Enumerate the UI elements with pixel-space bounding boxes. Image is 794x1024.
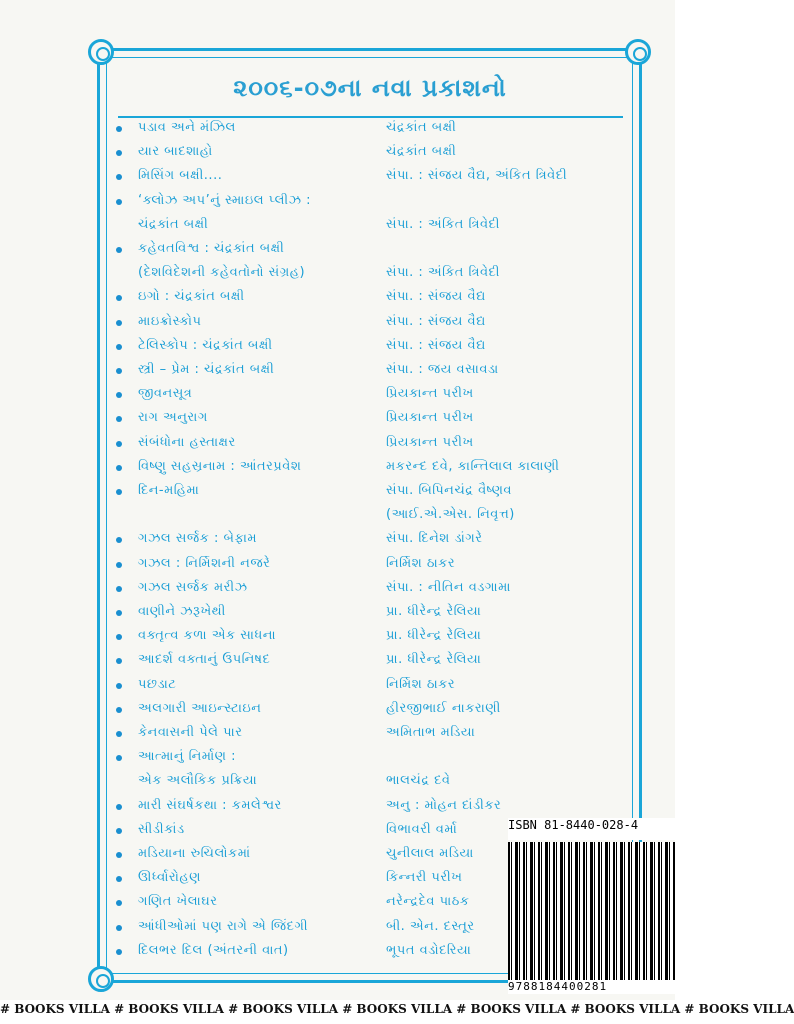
book-author: પ્રિયકાન્ત પરીખ xyxy=(386,434,474,450)
bullet-icon xyxy=(116,852,122,858)
bullet-icon xyxy=(116,586,122,592)
list-item xyxy=(110,360,630,382)
list-item xyxy=(110,142,630,164)
barcode xyxy=(508,842,675,992)
list-item xyxy=(110,312,630,334)
book-title: ગઝલ સર્જક મરીઝ xyxy=(138,579,248,595)
book-author: ચુનીલાલ મડિયા xyxy=(386,846,474,861)
bullet-icon xyxy=(116,683,122,689)
book-title: ‘ક્લોઝ અપ’નું સ્માઇલ પ્લીઝ : xyxy=(138,192,312,208)
book-author: (આઈ.એ.એસ. નિવૃત્ત) xyxy=(386,507,515,523)
list-item xyxy=(110,481,630,503)
list-item xyxy=(110,578,630,600)
book-title: એક અલૌકિક પ્રક્રિયા xyxy=(138,773,258,789)
book-title: સ્ત્રી – પ્રેમ : ચંદ્રકાંત બક્ષી xyxy=(138,362,275,377)
bullet-icon xyxy=(116,441,122,447)
bullet-icon xyxy=(116,610,122,616)
bullet-icon xyxy=(116,368,122,374)
book-title: યાર બાદશાહો xyxy=(138,144,213,160)
list-item xyxy=(110,408,630,430)
list-item xyxy=(110,191,630,213)
book-title: દિલભર દિલ (અંતરની વાત) xyxy=(138,942,289,958)
list-item xyxy=(110,287,630,309)
book-author: સંપા. દિનેશ ડાંગરે xyxy=(386,531,483,547)
bullet-icon xyxy=(116,295,122,301)
book-author: અમિતાભ મડિયા xyxy=(386,725,476,740)
bullet-icon xyxy=(116,755,122,761)
book-author: સંપા. : સંજય વૈદ્ય xyxy=(386,289,486,305)
bullet-icon xyxy=(116,731,122,737)
book-title: ઊર્ધ્વારોહણ xyxy=(138,870,201,886)
list-item xyxy=(110,215,630,237)
book-title: આંધીઓમાં પણ રાગે એ જિંદગી xyxy=(138,918,309,934)
bullet-icon xyxy=(116,465,122,471)
book-title: વિષ્ણુ સહસ્રનામ : આંતરપ્રવેશ xyxy=(138,458,302,474)
book-author: નિર્મિશ ઠાકર xyxy=(386,555,456,571)
isbn-label: ISBN 81-8440-028-4 xyxy=(508,818,675,840)
book-title: દિન-મહિમા xyxy=(138,483,200,498)
book-title: માઇક્રોસ્કોપ xyxy=(138,313,202,329)
bullet-icon xyxy=(116,199,122,205)
corner-scroll-icon xyxy=(88,966,114,992)
book-author: કિન્નરી પરીખ xyxy=(386,870,463,886)
book-author: નરેન્દ્રદેવ પાઠક xyxy=(386,894,470,910)
book-title: આદર્શ વક્તાનું ઉપનિષદ xyxy=(138,652,271,668)
bullet-icon xyxy=(116,876,122,882)
bullet-icon xyxy=(116,925,122,931)
book-author: ચંદ્રકાંત બક્ષી xyxy=(386,144,457,160)
book-title: (દેશવિદેશની કહેવતોનો સંગ્રહ) xyxy=(138,265,306,281)
book-title: ચંદ્રકાંત બક્ષી xyxy=(138,216,209,232)
list-item xyxy=(110,699,630,721)
bullet-icon xyxy=(116,174,122,180)
barcode-number: 9788184400281 xyxy=(508,980,675,994)
book-author: સંપા. બિપિનચંદ્ર વૈષ્ણવ xyxy=(386,483,513,498)
book-title: ગઝલ : નિર્મિશની નજરે xyxy=(138,555,271,571)
book-author: પ્રિયકાન્ત પરીખ xyxy=(386,410,474,426)
book-title: આત્માનું નિર્માણ : xyxy=(138,749,236,765)
book-title: મડિયાના રુચિલોકમાં xyxy=(138,846,251,861)
page-title: ૨૦૦૬-૦૭ના નવા પ્રકાશનો xyxy=(233,74,507,102)
bullet-icon xyxy=(116,320,122,326)
book-author: નિર્મિશ ઠાકર xyxy=(386,676,456,692)
book-title: મારી સંઘર્ષકથા : કમલેશ્વર xyxy=(138,797,282,813)
book-title: સંબંધોના હસ્તાક્ષર xyxy=(138,434,236,450)
book-author: બી. એન. દસ્તૂર xyxy=(386,918,475,934)
bullet-icon xyxy=(116,949,122,955)
book-title: પડાવ અને મંઝિલ xyxy=(138,120,236,135)
bullet-icon xyxy=(116,126,122,132)
book-title: સીડીકાંડ xyxy=(138,821,185,837)
list-item xyxy=(110,602,630,624)
list-item xyxy=(110,771,630,793)
bullet-icon xyxy=(116,634,122,640)
bullet-icon xyxy=(116,900,122,906)
list-item xyxy=(110,433,630,455)
book-author: સંપા. : સંજય વૈદ્ય xyxy=(386,337,486,353)
list-item xyxy=(110,626,630,648)
bullet-icon xyxy=(116,489,122,495)
bullet-icon xyxy=(116,828,122,834)
list-item xyxy=(110,505,630,527)
book-author: સંપા. : નીતિન વડગામા xyxy=(386,579,511,595)
book-author: સંપા. : સંજય વૈદ્ય xyxy=(386,313,486,329)
corner-scroll-icon xyxy=(88,39,114,65)
book-author: પ્રિયકાન્ત પરીખ xyxy=(386,386,474,402)
book-author: અનુ : મોહન દાંડીકર xyxy=(386,797,502,813)
list-item xyxy=(110,529,630,551)
book-title: ગણિત ખેલાઘર xyxy=(138,894,218,910)
list-item xyxy=(110,747,630,769)
book-title: કહેવતવિશ્વ : ચંદ્રકાંત બક્ષી xyxy=(138,241,285,256)
book-title: ટેલિસ્કોપ : ચંદ્રકાંત બક્ષી xyxy=(138,337,273,353)
book-author: સંપા. : અંકિત ત્રિવેદી xyxy=(386,265,501,281)
list-item xyxy=(110,263,630,285)
book-title: કેનવાસની પેલે પાર xyxy=(138,725,243,740)
book-author: હીરજીભાઈ નાકરાણી xyxy=(386,700,501,716)
book-author: મકરન્દ દવે, કાન્તિલાલ કાલાણી xyxy=(386,458,560,474)
list-item xyxy=(110,384,630,406)
bullet-icon xyxy=(116,150,122,156)
book-author: પ્રા. ધીરેન્દ્ર રેલિયા xyxy=(386,604,482,619)
book-author: પ્રા. ધીરેન્દ્ર રેલિયા xyxy=(386,628,482,644)
bullet-icon xyxy=(116,537,122,543)
book-title: રાગ અનુરાગ xyxy=(138,410,208,426)
list-item xyxy=(110,166,630,188)
book-author: ભાલચંદ્ર દવે xyxy=(386,773,451,789)
bullet-icon xyxy=(116,344,122,350)
list-item xyxy=(110,336,630,358)
book-title: ગઝલ સર્જક : બેફામ xyxy=(138,531,258,547)
bullet-icon xyxy=(116,658,122,664)
book-title: અલગારી આઇન્સ્ટાઇન xyxy=(138,700,262,716)
bullet-icon xyxy=(116,247,122,253)
watermark-text: # BOOKS VILLA # BOOKS VILLA # BOOKS VILLA # BOOKS VILLA # BOOKS VILLA # BOOKS VILLA # BOOKS VILLA xyxy=(0,1002,794,1016)
book-author: ભૂપત વડોદરિયા xyxy=(386,942,472,958)
book-title: વક્તૃત્વ કળા એક સાધના xyxy=(138,628,277,644)
book-title: ઇગો : ચંદ્રકાંત બક્ષી xyxy=(138,289,245,305)
book-author: વિભાવરી વર્મા xyxy=(386,821,458,837)
list-item xyxy=(110,796,630,818)
bullet-icon xyxy=(116,392,122,398)
list-item xyxy=(110,723,630,745)
list-item xyxy=(110,650,630,672)
list-item xyxy=(110,239,630,261)
book-title: વાણીને ઝરૂખેથી xyxy=(138,604,226,619)
bullet-icon xyxy=(116,416,122,422)
bullet-icon xyxy=(116,804,122,810)
book-title: મિસિંગ બક્ષી.... xyxy=(138,168,223,184)
book-title: જીવનસૂત્ર xyxy=(138,386,193,402)
book-title: પછડાટ xyxy=(138,676,177,692)
corner-scroll-icon xyxy=(625,39,651,65)
list-item xyxy=(110,118,630,140)
list-item xyxy=(110,675,630,697)
list-item xyxy=(110,457,630,479)
book-author: પ્રા. ધીરેન્દ્ર રેલિયા xyxy=(386,652,482,668)
book-author: સંપા. : સંજય વૈદ્ય, અંકિત ત્રિવેદી xyxy=(386,168,568,184)
list-item xyxy=(110,554,630,576)
book-author: સંપા. : જય વસાવડા xyxy=(386,362,499,377)
book-author: સંપા. : અંકિત ત્રિવેદી xyxy=(386,216,501,232)
book-author: ચંદ્રકાંત બક્ષી xyxy=(386,120,457,135)
bullet-icon xyxy=(116,707,122,713)
bullet-icon xyxy=(116,562,122,568)
